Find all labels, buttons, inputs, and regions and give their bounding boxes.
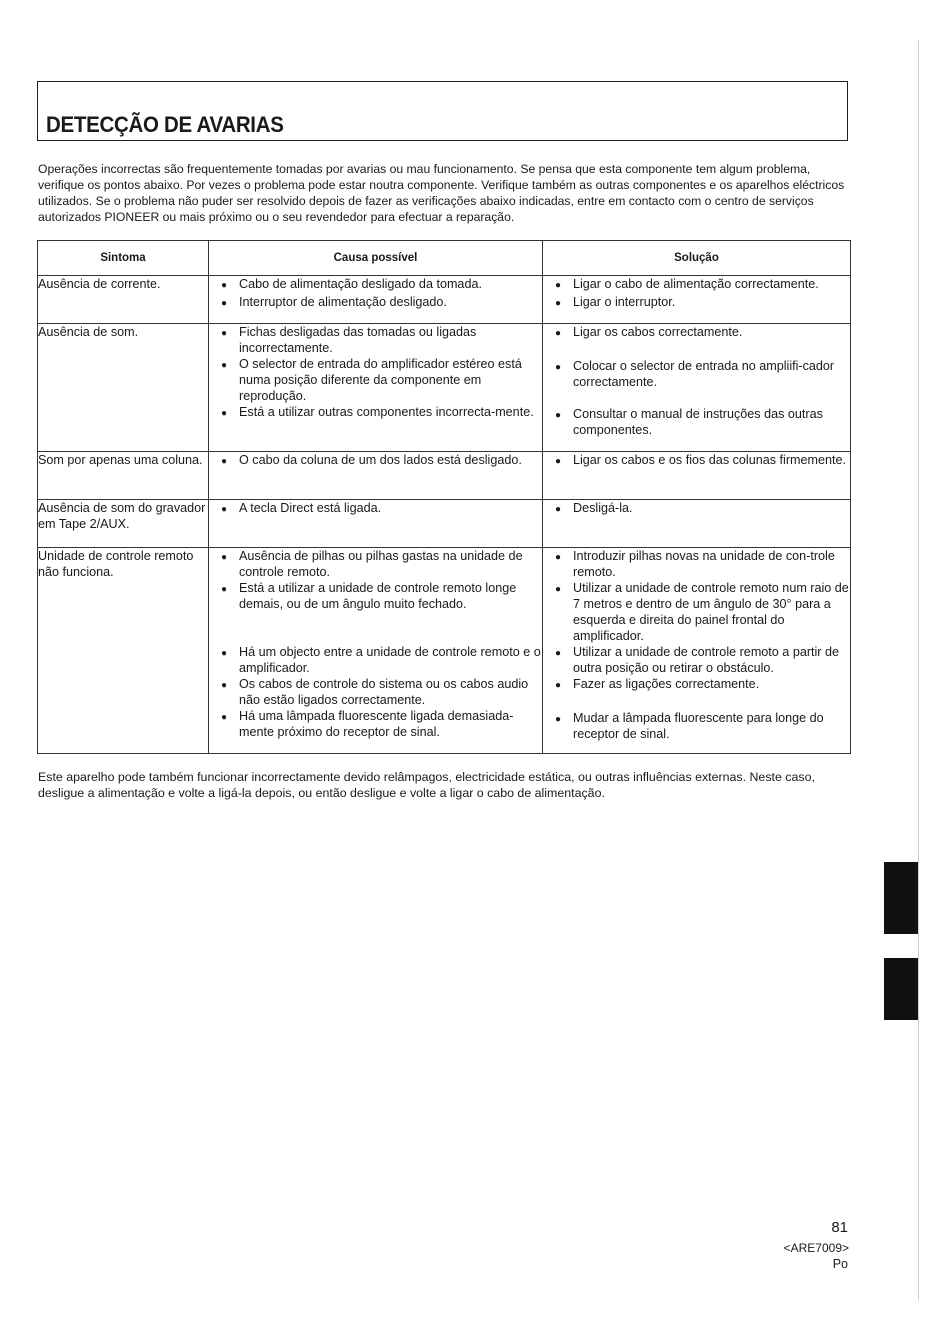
solution-cell [543,452,851,500]
cause-item: ● Está a utilizar a unidade de controle remoto longe demais, ou de um ângulo muito fechado. [209,580,542,612]
header-solution: Solução [543,241,851,276]
bullet-icon [543,710,573,742]
table-row [38,500,851,548]
symptom-cell: Ausência de som do gravador em Tape 2/AUX. [38,500,209,548]
title-box [37,81,848,141]
cause-cell [209,276,543,324]
solution-cell [543,324,851,452]
cause-cell [209,452,543,500]
bullet-icon [543,294,573,312]
bullet-icon [209,452,239,470]
cause-item: ● Há uma lâmpada fluorescente ligada demasiada-mente próximo do receptor de sinal. [209,708,542,740]
cause-item: ● O selector de entrada do amplificador estéreo está numa posição diferente da componente em reprodução. [209,356,542,404]
solution-item: ● Introduzir pilhas novas na unidade de con-trole remoto. [543,548,850,580]
cause-cell [209,324,543,452]
bullet-icon [543,580,573,644]
symptom-cell: Ausência de corrente. [38,276,209,324]
cause-item: ● Está a utilizar outras componentes incorrecta-mente. [209,404,542,422]
bullet-icon [543,406,573,438]
solution-item: ● Ligar os cabos e os fios das colunas firmemente. [543,452,850,470]
header-cause: Causa possível [209,241,543,276]
bullet-icon [543,276,573,294]
table-row [38,548,851,754]
header-symptom: Sintoma [38,241,209,276]
bullet-icon [209,644,239,676]
table-row [38,276,851,324]
cause-item: ● A tecla Direct está ligada. [209,500,542,518]
bullet-icon [543,358,573,390]
bullet-icon [543,676,573,694]
symptom-cell: Ausência de som. [38,324,209,452]
cause-item: ● Ausência de pilhas ou pilhas gastas na unidade de controle remoto. [209,548,542,580]
bullet-icon [209,708,239,740]
solution-item: ● Utilizar a unidade de controle remoto num raio de 7 metros e dentro de um ângulo de 30° para a esquerda e direita do painel frontal do amplificador. [543,580,850,644]
solution-item: ● Desligá-la. [543,500,850,518]
solution-item: ● Ligar os cabos correctamente. [543,324,850,342]
bullet-icon [209,676,239,708]
solution-item: ● Fazer as ligações correctamente. [543,676,850,694]
intro-paragraph: Operações incorrectas são frequentemente tomadas por avarias ou mau funcionamento. Se pensa que esta componente tem algum problema, verifique os pontos abaixo. Por vezes o problema pode estar noutra componente. Verifique também as outras componentes e os aparelhos eléctricos utilizados. Se o problema não puder ser resolvido depois de fazer as verificações abaixo indicadas, entre em contacto com o centro de serviços autorizados PIONEER ou mais próximo ou o seu revendedor para efectuar a reparação. [38,162,845,224]
cause-cell [209,548,543,754]
page-edge-line [918,40,919,1300]
bullet-icon [209,404,239,422]
section-tab-marker [884,958,918,1020]
bullet-icon [209,276,239,294]
solution-item: ● Ligar o cabo de alimentação correctamente. [543,276,850,294]
symptom-cell: Unidade de controle remoto não funciona. [38,548,209,754]
troubleshooting-table [37,240,851,754]
bullet-icon [543,500,573,518]
page-number: 81 [831,1219,848,1236]
solution-item: ● Colocar o selector de entrada no ampliifi-cador correctamente. [543,358,850,390]
solution-item: ● Utilizar a unidade de controle remoto a partir de outra posição ou retirar o obstáculo. [543,644,850,676]
bullet-icon [209,548,239,580]
symptom-cell: Som por apenas uma coluna. [38,452,209,500]
bullet-icon [543,452,573,470]
table-row [38,324,851,452]
bullet-icon [209,500,239,518]
solution-cell [543,276,851,324]
solution-item: ● Mudar a lâmpada fluorescente para longe do receptor de sinal. [543,710,850,742]
bullet-icon [543,324,573,342]
document-code: <ARE7009> [783,1241,849,1255]
section-tab-marker [884,862,918,934]
page-title: DETECÇÃO DE AVARIAS [46,112,284,137]
bullet-icon [209,580,239,612]
cause-cell [209,500,543,548]
cause-item: ● Os cabos de controle do sistema ou os cabos audio não estão ligados correctamente. [209,676,542,708]
bullet-icon [209,324,239,356]
footer-note: Este aparelho pode também funcionar incorrectamente devido relâmpagos, electricidade estática, ou outras influências externas. Neste caso, desligue a alimentação e volte a ligá-la depois, ou então desligue e volte a ligar o cabo de alimentação. [38,770,815,800]
table-header-row [38,241,851,276]
bullet-icon [209,294,239,312]
bullet-icon [209,356,239,404]
bullet-icon [543,644,573,676]
language-code: Po [832,1257,848,1271]
bullet-icon [543,548,573,580]
cause-item: ● Há um objecto entre a unidade de controle remoto e o amplificador. [209,644,542,676]
solution-item: ● Consultar o manual de instruções das outras componentes. [543,406,850,438]
solution-cell [543,548,851,754]
cause-item: ● O cabo da coluna de um dos lados está desligado. [209,452,542,470]
solution-cell [543,500,851,548]
cause-item: ● Interruptor de alimentação desligado. [209,294,542,312]
cause-item: ● Cabo de alimentação desligado da tomada. [209,276,542,294]
solution-item: ● Ligar o interruptor. [543,294,850,312]
table-row [38,452,851,500]
cause-item: ● Fichas desligadas das tomadas ou ligadas incorrectamente. [209,324,542,356]
